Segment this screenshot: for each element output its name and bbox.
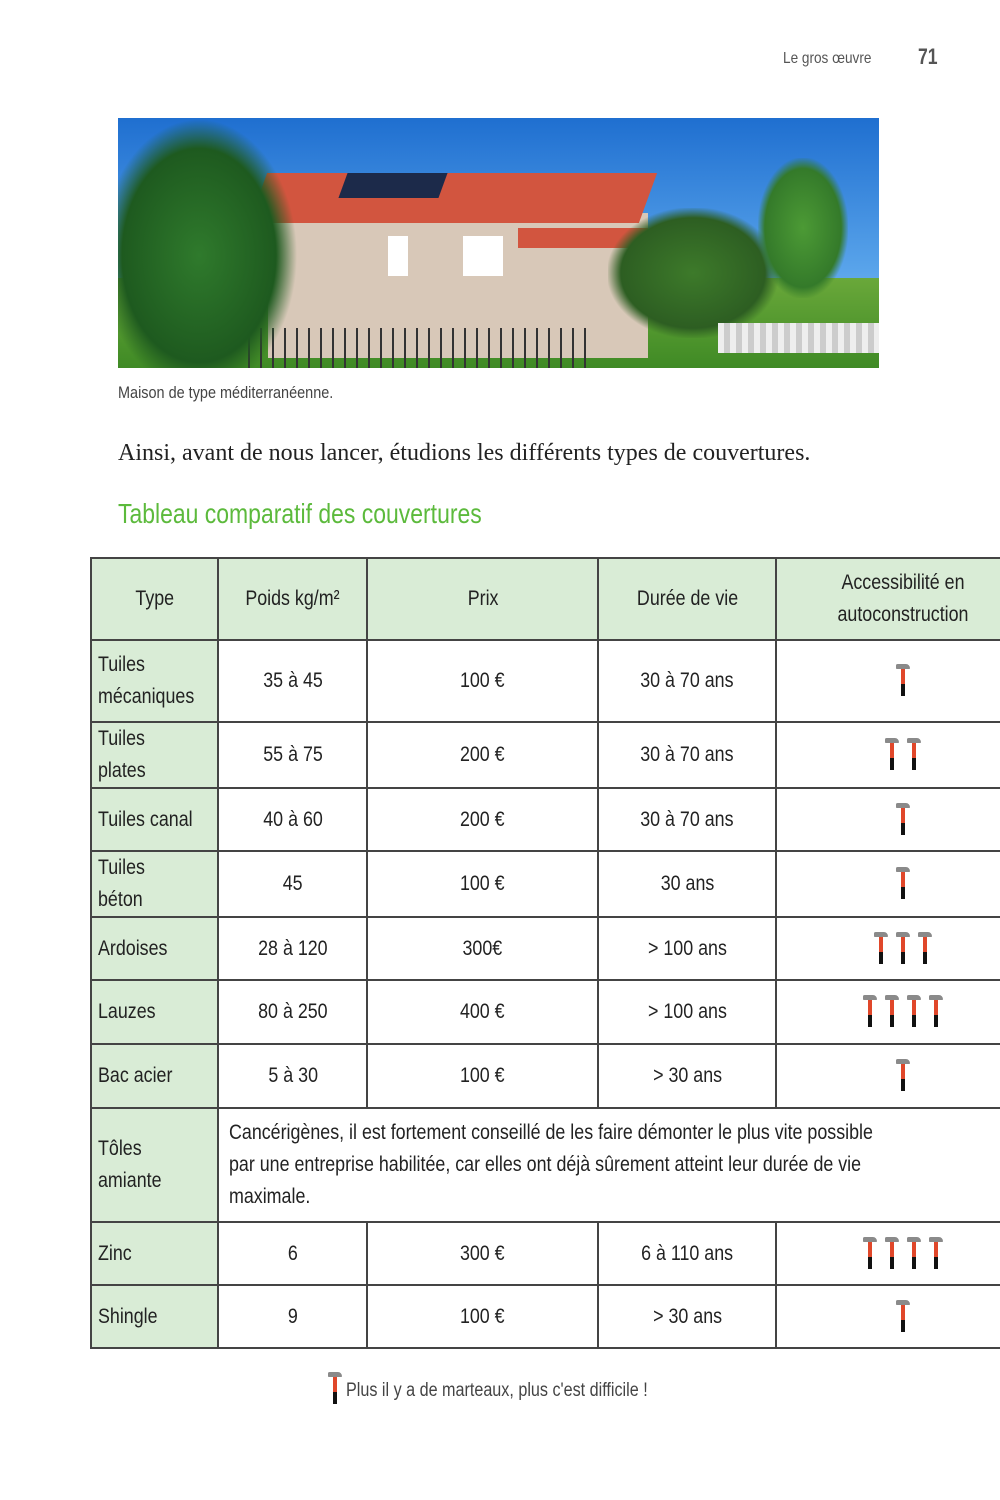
hammer-icon <box>896 803 910 837</box>
hammer-icon <box>874 932 888 966</box>
cell-type: Tuiles mécaniques <box>91 640 218 722</box>
cell-weight: 28 à 120 <box>218 917 367 980</box>
cell-weight: 35 à 45 <box>218 640 367 722</box>
hammer-icon <box>896 1300 910 1334</box>
roofing-comparison-table <box>90 557 1000 1349</box>
cell-weight: 55 à 75 <box>218 722 367 788</box>
cell-accessibility <box>776 1222 1000 1285</box>
cell-lifespan: > 100 ans <box>598 917 777 980</box>
cell-price: 200 € <box>367 788 597 851</box>
page-number: 71 <box>918 44 938 69</box>
cell-accessibility <box>776 1285 1000 1348</box>
cell-accessibility <box>776 1044 1000 1108</box>
cell-type: Tuiles canal <box>91 788 218 851</box>
hammer-icon <box>896 1059 910 1093</box>
header-type: Type <box>91 558 218 640</box>
cell-price: 100 € <box>367 1285 597 1348</box>
section-title: Tableau comparatif des couvertures <box>118 498 482 529</box>
cell-accessibility <box>776 917 1000 980</box>
hammer-icon <box>929 1237 943 1271</box>
cell-weight: 6 <box>218 1222 367 1285</box>
hammer-icon <box>885 738 899 772</box>
cell-type: Ardoises <box>91 917 218 980</box>
cell-price: 200 € <box>367 722 597 788</box>
cell-weight: 9 <box>218 1285 367 1348</box>
hammer-icon <box>863 1237 877 1271</box>
cell-type: Tôles amiante <box>91 1108 218 1222</box>
hammer-icon <box>918 932 932 966</box>
table-row <box>91 722 1000 788</box>
hammer-icon <box>907 738 921 772</box>
header-lifespan: Durée de vie <box>598 558 777 640</box>
cell-accessibility <box>776 788 1000 851</box>
table-row <box>91 1108 1000 1222</box>
cell-weight: 80 à 250 <box>218 980 367 1044</box>
hammer-icon <box>907 995 921 1029</box>
cell-price: 100 € <box>367 851 597 917</box>
cell-lifespan: 6 à 110 ans <box>598 1222 777 1285</box>
table-row <box>91 917 1000 980</box>
hammer-icon <box>885 995 899 1029</box>
house-photo <box>118 118 879 368</box>
cell-type: Bac acier <box>91 1044 218 1108</box>
cell-type: Zinc <box>91 1222 218 1285</box>
cell-type: Tuiles plates <box>91 722 218 788</box>
cell-lifespan: 30 à 70 ans <box>598 640 777 722</box>
figure-caption: Maison de type méditerranéenne. <box>118 383 334 402</box>
hammer-icon <box>896 932 910 966</box>
header-price: Prix <box>367 558 597 640</box>
cell-price: 300€ <box>367 917 597 980</box>
cell-lifespan: > 30 ans <box>598 1285 777 1348</box>
cell-price: 100 € <box>367 1044 597 1108</box>
header-accessibility: Accessibilité en autoconstruction <box>776 558 1000 640</box>
running-title: Le gros œuvre <box>783 50 872 67</box>
cell-lifespan: > 30 ans <box>598 1044 777 1108</box>
table-row <box>91 1222 1000 1285</box>
table-row <box>91 980 1000 1044</box>
cell-price: 300 € <box>367 1222 597 1285</box>
cell-weight: 40 à 60 <box>218 788 367 851</box>
cell-price: 400 € <box>367 980 597 1044</box>
cell-lifespan: 30 à 70 ans <box>598 722 777 788</box>
header-weight: Poids kg/m² <box>218 558 367 640</box>
hammer-icon <box>896 867 910 901</box>
hammer-icon <box>929 995 943 1029</box>
table-header-row <box>91 558 1000 640</box>
table-row <box>91 1044 1000 1108</box>
cell-accessibility <box>776 722 1000 788</box>
cell-note: Cancérigènes, il est fortement conseillé de les faire démonter le plus vite possible par une entreprise habilitée, car elles ont déjà sûrement atteint leur durée de vie maximale. <box>218 1108 1000 1222</box>
cell-lifespan: 30 ans <box>598 851 777 917</box>
cell-type: Shingle <box>91 1285 218 1348</box>
lead-paragraph: Ainsi, avant de nous lancer, étudions les différents types de couvertures. <box>118 440 811 466</box>
cell-accessibility <box>776 851 1000 917</box>
cell-type: Lauzes <box>91 980 218 1044</box>
hammer-icon <box>863 995 877 1029</box>
hammer-icon <box>907 1237 921 1271</box>
table-row <box>91 851 1000 917</box>
cell-price: 100 € <box>367 640 597 722</box>
cell-lifespan: > 100 ans <box>598 980 777 1044</box>
cell-lifespan: 30 à 70 ans <box>598 788 777 851</box>
hammer-icon <box>328 1372 342 1402</box>
cell-weight: 5 à 30 <box>218 1044 367 1108</box>
table-row <box>91 640 1000 722</box>
cell-weight: 45 <box>218 851 367 917</box>
hammer-icon <box>885 1237 899 1271</box>
cell-type: Tuiles béton <box>91 851 218 917</box>
table-row <box>91 1285 1000 1348</box>
table-row <box>91 788 1000 851</box>
hammer-legend: Plus il y a de marteaux, plus c'est difficile ! <box>328 1372 701 1402</box>
cell-accessibility <box>776 640 1000 722</box>
cell-accessibility <box>776 980 1000 1044</box>
hammer-icon <box>896 664 910 698</box>
